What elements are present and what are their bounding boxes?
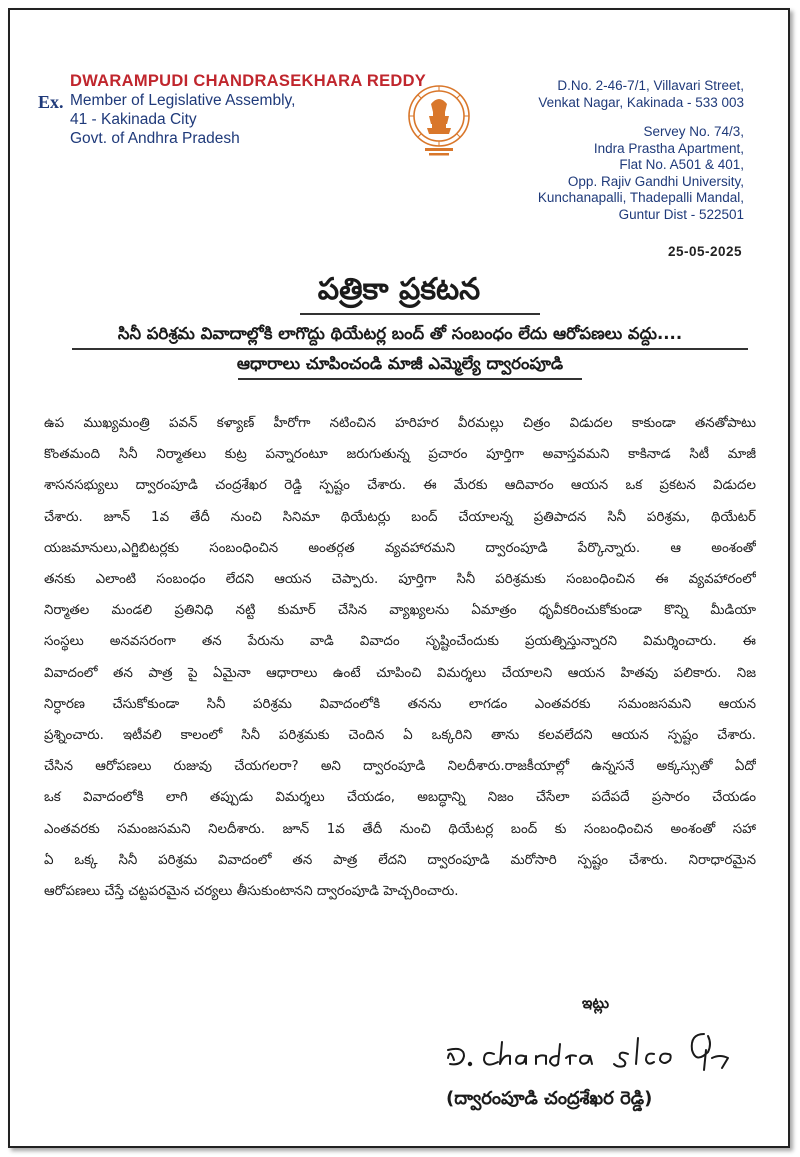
closing-salutation: ఇట్లు xyxy=(582,994,610,1012)
headline-line-1: సినీ పరిశ్రమ వివాదాల్లోకి లాగొద్దు థియేటర్ల బంద్ తో సంబంధం లేదు ఆరోపణలు వద్దు.... xyxy=(117,324,683,343)
body-line: తనకు ఎలాంటి సంబంధం లేదని ఆయన చెప్పారు. పూర్తిగా సినీ పరిశ్రమకు సంబంధించిన ఈ వ్యవహారంలో xyxy=(44,572,756,588)
letterhead-left xyxy=(38,72,427,148)
body-line: వివాదంలో తన పాత్ర పై ఏమైనా ఆధారాలు ఉంటే చూపించి విమర్శలు చేయాలని ఆయన హితవు పలికారు. నిజ xyxy=(44,665,756,681)
body-line: ప్రశ్నించారు. ఇటీవలి కాలంలో సినీ పరిశ్రమకు చెందిన ఏ ఒక్కరిని తాను కలవలేదని ఆయన స్పష్టం చేశారు. xyxy=(44,728,756,744)
signer-name: (ద్వారంపూడి చంద్రశేఖర రెడ్డి) xyxy=(446,1088,653,1109)
headline-line-2: ఆధారాలు చూపించండి మాజీ ఎమ్మెల్యే ద్వారంపూడి xyxy=(236,354,564,373)
andhra-pradesh-emblem-icon xyxy=(403,82,475,162)
body-line: కొంతమంది సినీ నిర్మాతలు కుట్ర పన్నారంటూ జరుగుతున్న ప్రచారం పూర్తిగా అవాస్తవమని కాకినాడ సిటీ మాజీ xyxy=(44,447,756,463)
letterhead-address xyxy=(494,78,744,223)
release-date: 25-05-2025 xyxy=(667,244,742,259)
address-line: Indra Prastha Apartment, xyxy=(593,140,744,156)
body-line: శాసనసభ్యులు ద్వారంపూడి చంద్రశేఖర రెడ్డి స్పష్టం చేశారు. ఈ మేరకు ఆదివారం ఆయన ఒక ప్రకటన విడుదల xyxy=(44,478,756,494)
body-line: ఎంతవరకు సమంజసమని నిలదీశారు. జూన్ 1వ తేదీ నుంచి థియేటర్ల బంద్ కు సంబంధించిన అంశంతో సహా xyxy=(44,821,756,837)
headline-underline xyxy=(72,348,748,350)
address-line: Kunchanapalli, Thadepalli Mandal, xyxy=(537,190,744,205)
body-line: సంస్థలు అనవసరంగా తన పేరును వాడి వివాదం సృష్టించేందుకు ప్రయత్నిస్తున్నారని విమర్శించారు. ఈ xyxy=(44,634,756,650)
address-line: Venkat Nagar, Kakinada - 533 003 xyxy=(538,94,744,110)
address-line: Flat No. A501 & 401, xyxy=(619,157,744,172)
press-release-page xyxy=(8,8,790,1148)
body-line: ఆరోపణలు చేస్తే చట్టపరమైన చర్యలు తీసుకుంటానని ద్వారంపూడి హెచ్చరించారు. xyxy=(44,884,459,900)
body-line: చేశారు. జూన్ 1వ తేదీ నుంచి సినిమా థియేటర్లు బంద్ చేయాలన్న ప్రతిపాదన సినీ పరిశ్రమ, థియేటర్ xyxy=(44,509,756,525)
title-underline xyxy=(300,313,540,315)
page-title: పత్రికా ప్రకటన xyxy=(317,272,481,307)
body-line: ఏ ఒక్క సినీ పరిశ్రమ వివాదంలో తన పాత్ర లేదని ద్వారంపూడి మరోసారి స్పష్టం చేశారు. నిరాధారమైన xyxy=(44,852,756,868)
headline-underline xyxy=(238,378,582,380)
body-line: ఒక వివాదంలోకి లాగి తప్పుడు విమర్శలు చేయడం, అబద్ధాన్ని నిజం చేసేలా పదేపదే ప్రసారం చేయడం xyxy=(44,790,756,806)
government-line: Govt. of Andhra Pradesh xyxy=(70,130,240,147)
designation-line: Member of Legislative Assembly, xyxy=(70,92,296,109)
body-line: చేసిన ఆరోపణలు రుజువు చేయగలరా? అని ద్వారంపూడి నిలదీశారు.రాజకీయాల్లో ఉన్నసనే అక్కస్సుతో ఏదో xyxy=(44,759,756,775)
body-line: యజమానులు,ఎగ్జిబిటర్లకు సంబంధించిన అంతర్గత వ్యవహారమని ద్వారంపూడి పేర్కొన్నారు. ఆ అంశంతో xyxy=(44,540,756,556)
address-line: Guntur Dist - 522501 xyxy=(618,206,744,222)
handwritten-signature xyxy=(442,1024,762,1080)
body-line: నిర్ధారణ చేసుకోకుండా సినీ పరిశ్రమ వివాదంలోకి తనను లాగడం ఎంతవరకు సమంజసమని ఆయన xyxy=(44,696,756,712)
body-line: నిర్మాతల మండలి ప్రతినిధి నట్టి కుమార్ చేసిన వ్యాఖ్యలను ఏమాత్రం ధృవీకరించుకోకుండా కొన్ని మీడియా xyxy=(44,603,756,619)
address-line: Opp. Rajiv Gandhi University, xyxy=(567,173,744,189)
constituency-line: 41 - Kakinada City xyxy=(70,111,197,128)
body-line: ఉప ముఖ్యమంత్రి పవన్ కళ్యాణ్ హీరోగా నటించిన హరిహర వీరమల్లు చిత్రం విడుదల కాకుండా తనతోపాటు xyxy=(44,416,756,431)
press-release-body xyxy=(44,408,756,907)
address-line: D.No. 2-46-7/1, Villavari Street, xyxy=(557,78,744,93)
ex-prefix: Ex. xyxy=(38,92,64,112)
address-line: Servey No. 74/3, xyxy=(643,124,744,139)
mla-name: DWARAMPUDI CHANDRASEKHARA REDDY xyxy=(70,72,427,90)
